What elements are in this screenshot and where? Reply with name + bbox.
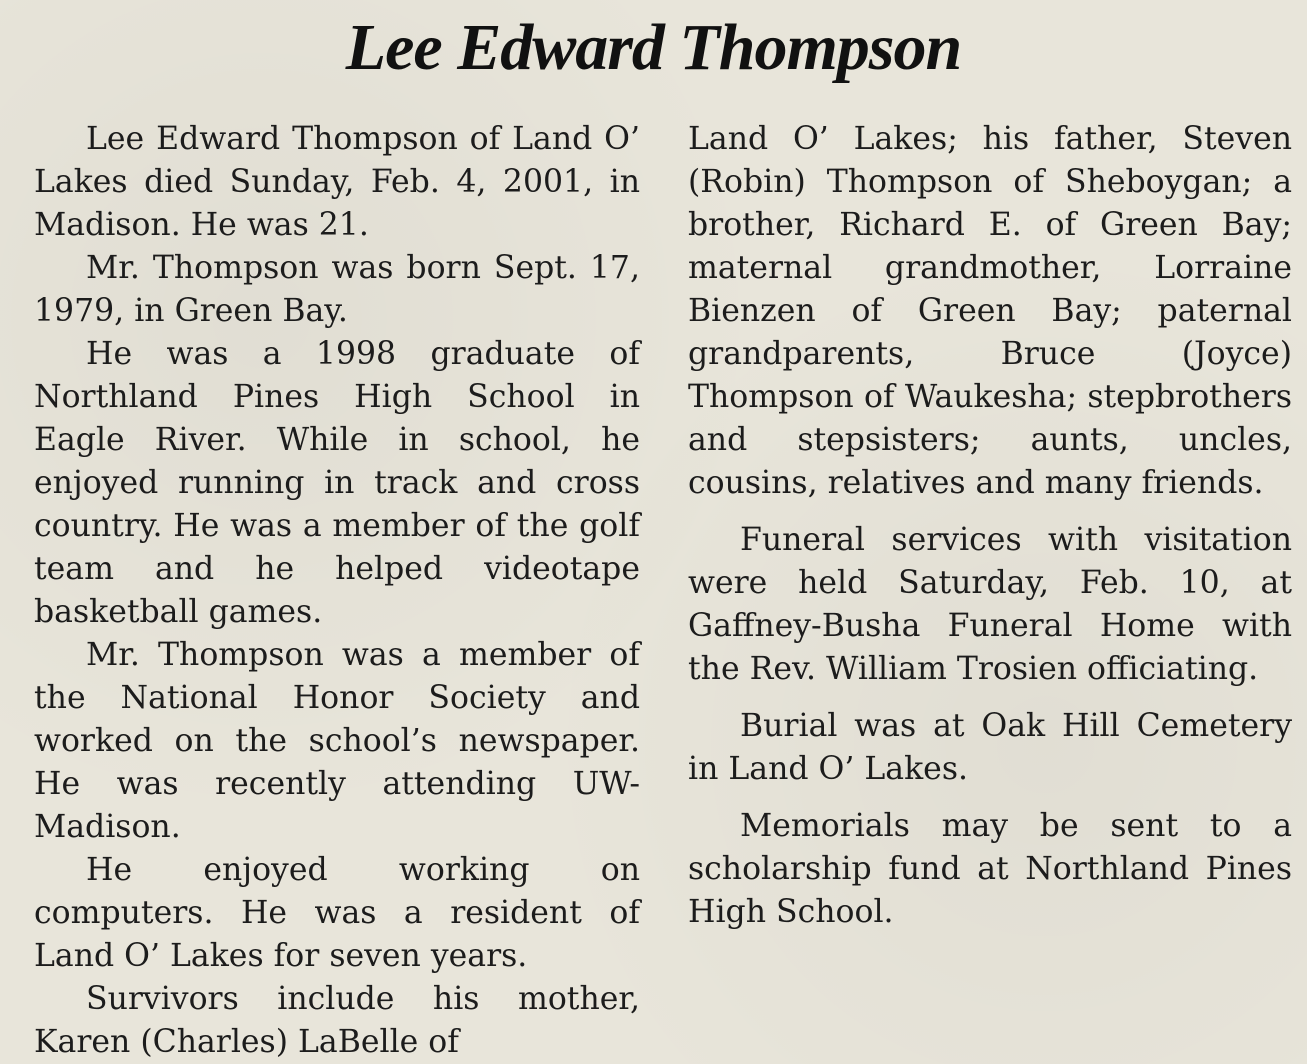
paragraph-burial: Burial was at Oak Hill Cemetery in Land O’ Lakes. bbox=[688, 708, 1292, 787]
paragraph-honors: Mr. Thompson was a member of the National Honor Society and worked on the school’s newspaper. He was recently attending UW-Madison. bbox=[34, 637, 640, 845]
paragraph-survivors-start: Survivors include his mother, Karen (Charles) LaBelle of bbox=[34, 981, 640, 1060]
paragraph-death-notice: Lee Edward Thompson of Land O’ Lakes died Sunday, Feb. 4, 2001, in Madison. He was 21. bbox=[34, 121, 640, 243]
paragraph-education: He was a 1998 graduate of Northland Pines High School in Eagle River. While in school, he enjoyed running in track and cross country. He was a member of the golf team and he helped videotape basketball games. bbox=[34, 336, 640, 630]
right-column bbox=[688, 118, 1292, 934]
paragraph-survivors-continued: Land O’ Lakes; his father, Steven (Robin) Thompson of Sheboygan; a brother, Richard E. of Green Bay; maternal grandmother, Lorraine Bienzen of Green Bay; paternal grandparents, Bruce (Joyce) Thompson of Waukesha; stepbrothers and stepsisters; aunts, uncles, cousins, relatives and many friends. bbox=[688, 121, 1292, 501]
left-column bbox=[34, 118, 640, 1064]
paragraph-birth: Mr. Thompson was born Sept. 17, 1979, in Green Bay. bbox=[34, 250, 640, 329]
paragraph-interests: He enjoyed working on computers. He was a resident of Land O’ Lakes for seven years. bbox=[34, 852, 640, 974]
obituary-headline: Lee Edward Thompson bbox=[345, 11, 962, 84]
paragraph-memorials: Memorials may be sent to a scholarship fund at Northland Pines High School. bbox=[688, 808, 1292, 930]
paragraph-funeral-services: Funeral services with visitation were held Saturday, Feb. 10, at Gaffney-Busha Funeral Home with the Rev. William Trosien officiating. bbox=[688, 522, 1292, 687]
